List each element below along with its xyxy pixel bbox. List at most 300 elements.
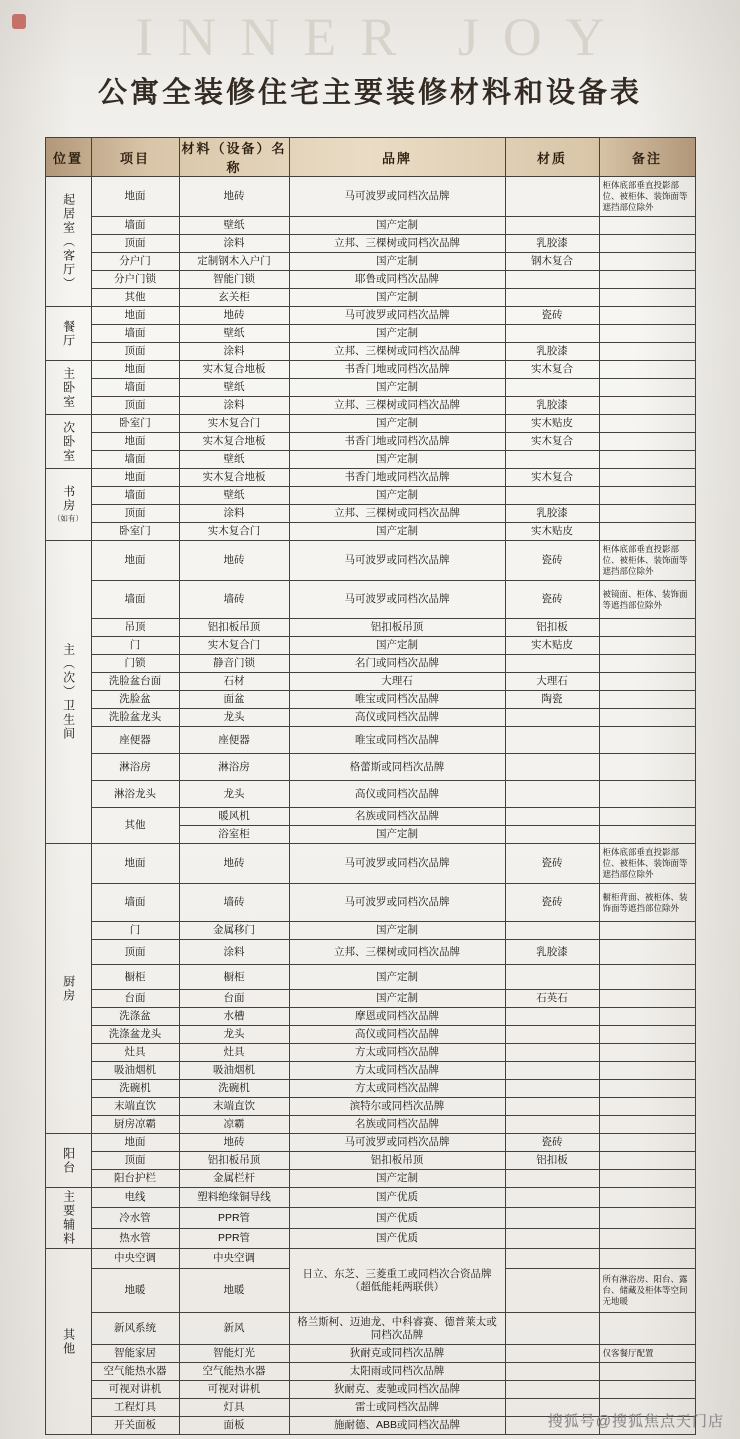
brand-cell: 雷士或同档次品牌 xyxy=(289,1399,505,1417)
material-cell: 铝扣板吊顶 xyxy=(179,1152,289,1170)
table-header-row xyxy=(45,138,695,177)
remark-cell xyxy=(599,709,695,727)
brand-cell: 国产优质 xyxy=(289,1188,505,1208)
texture-cell: 乳胶漆 xyxy=(505,235,599,253)
item-cell: 顶面 xyxy=(91,505,179,523)
material-cell: 实木复合门 xyxy=(179,415,289,433)
location-cell xyxy=(45,415,91,469)
remark-cell: 柜体底部垂直投影部位、被柜体、装饰面等遮挡部位除外 xyxy=(599,177,695,217)
remark-cell xyxy=(599,1152,695,1170)
texture-cell xyxy=(505,289,599,307)
texture-cell xyxy=(505,1381,599,1399)
table-row xyxy=(45,1080,695,1098)
item-cell: 吸油烟机 xyxy=(91,1062,179,1080)
remark-cell xyxy=(599,754,695,781)
texture-cell: 瓷砖 xyxy=(505,844,599,884)
table-row xyxy=(45,884,695,922)
texture-cell xyxy=(505,1208,599,1228)
brand-cell: 大理石 xyxy=(289,673,505,691)
brand-cell: 狄耐克或同档次品牌 xyxy=(289,1345,505,1363)
remark-cell xyxy=(599,808,695,826)
brand-cell: 高仪或同档次品牌 xyxy=(289,709,505,727)
item-cell: 地面 xyxy=(91,469,179,487)
brand-cell: 方太或同档次品牌 xyxy=(289,1062,505,1080)
item-cell: 顶面 xyxy=(91,235,179,253)
item-cell: 座便器 xyxy=(91,727,179,754)
brand-cell: 耶鲁或同档次品牌 xyxy=(289,271,505,289)
item-cell: 洗脸盆台面 xyxy=(91,673,179,691)
texture-cell: 瓷砖 xyxy=(505,884,599,922)
brand-cell: 方太或同档次品牌 xyxy=(289,1044,505,1062)
item-cell: 顶面 xyxy=(91,343,179,361)
material-cell: PPR管 xyxy=(179,1228,289,1248)
remark-cell xyxy=(599,253,695,271)
brand-cell: 名族或同档次品牌 xyxy=(289,808,505,826)
brand-cell: 铝扣板吊顶 xyxy=(289,1152,505,1170)
table-row xyxy=(45,523,695,541)
item-cell: 卧室门 xyxy=(91,523,179,541)
remark-cell xyxy=(599,1026,695,1044)
location-label: 次卧室 xyxy=(61,420,76,463)
material-cell: 中央空调 xyxy=(179,1249,289,1269)
page-title: 公寓全装修住宅主要装修材料和设备表 xyxy=(97,77,642,109)
brand-cell: 立邦、三棵树或同档次品牌 xyxy=(289,397,505,415)
item-cell: 橱柜 xyxy=(91,965,179,990)
item-cell: 智能家居 xyxy=(91,1345,179,1363)
remark-cell xyxy=(599,289,695,307)
material-cell: 龙头 xyxy=(179,1026,289,1044)
table-row xyxy=(45,637,695,655)
item-cell: 洗涤盆 xyxy=(91,1008,179,1026)
brand-cell: 马可波罗或同档次品牌 xyxy=(289,844,505,884)
brand-cell: 国产定制 xyxy=(289,379,505,397)
material-cell: 墙砖 xyxy=(179,581,289,619)
location-label: 其他 xyxy=(61,1327,76,1356)
material-cell: 暖风机 xyxy=(179,808,289,826)
remark-cell xyxy=(599,379,695,397)
table-row xyxy=(45,379,695,397)
remark-cell xyxy=(599,235,695,253)
material-cell: 墙砖 xyxy=(179,884,289,922)
material-cell: 淋浴房 xyxy=(179,754,289,781)
texture-cell xyxy=(505,325,599,343)
brand-cell: 马可波罗或同档次品牌 xyxy=(289,884,505,922)
remark-cell: 所有淋浴房、阳台、露台、储藏及柜体等空间无地暖 xyxy=(599,1269,695,1313)
texture-cell xyxy=(505,1313,599,1345)
brand-cell: 格蕾斯或同档次品牌 xyxy=(289,754,505,781)
material-cell: 洗碗机 xyxy=(179,1080,289,1098)
remark-cell xyxy=(599,1080,695,1098)
remark-cell xyxy=(599,1044,695,1062)
table-row xyxy=(45,397,695,415)
brand-cell: 铝扣板吊顶 xyxy=(289,619,505,637)
texture-cell: 铝扣板 xyxy=(505,1152,599,1170)
texture-cell: 乳胶漆 xyxy=(505,343,599,361)
table-row xyxy=(45,289,695,307)
brand-cell: 滨特尔或同档次品牌 xyxy=(289,1098,505,1116)
table-row xyxy=(45,1363,695,1381)
brand-cell: 国产定制 xyxy=(289,487,505,505)
remark-cell xyxy=(599,1098,695,1116)
brand-cell: 书香门地或同档次品牌 xyxy=(289,361,505,379)
texture-cell xyxy=(505,1345,599,1363)
table-row xyxy=(45,709,695,727)
item-cell: 可视对讲机 xyxy=(91,1381,179,1399)
item-cell: 工程灯具 xyxy=(91,1399,179,1417)
remark-cell xyxy=(599,217,695,235)
material-cell: 涂料 xyxy=(179,397,289,415)
brand-cell: 立邦、三棵树或同档次品牌 xyxy=(289,343,505,361)
item-cell: 地面 xyxy=(91,433,179,451)
location-cell xyxy=(45,541,91,844)
brand-cell: 国产定制 xyxy=(289,289,505,307)
item-cell: 冷水管 xyxy=(91,1208,179,1228)
table-row xyxy=(45,1170,695,1188)
item-cell: 地面 xyxy=(91,1134,179,1152)
material-cell: 玄关柜 xyxy=(179,289,289,307)
remark-cell xyxy=(599,655,695,673)
brand-cell: 国产定制 xyxy=(289,253,505,271)
item-cell: 墙面 xyxy=(91,581,179,619)
item-cell: 淋浴龙头 xyxy=(91,781,179,808)
item-cell: 分户门 xyxy=(91,253,179,271)
material-cell: 实木复合地板 xyxy=(179,433,289,451)
texture-cell xyxy=(505,826,599,844)
location-label: 厨房 xyxy=(61,974,76,1003)
texture-cell xyxy=(505,1062,599,1080)
table-row xyxy=(45,1044,695,1062)
item-cell: 地暖 xyxy=(91,1269,179,1313)
remark-cell xyxy=(599,1116,695,1134)
table-row xyxy=(45,581,695,619)
remark-cell xyxy=(599,727,695,754)
material-cell: 实木复合地板 xyxy=(179,361,289,379)
texture-cell xyxy=(505,1098,599,1116)
brand-cell: 国产定制 xyxy=(289,922,505,940)
texture-cell: 乳胶漆 xyxy=(505,505,599,523)
location-label: 起居室（客厅） xyxy=(61,192,76,291)
texture-cell xyxy=(505,1080,599,1098)
brand-cell: 书香门地或同档次品牌 xyxy=(289,433,505,451)
location-label: 书房 xyxy=(61,485,76,514)
brand-cell: 格兰斯柯、迈迪龙、中科睿赛、德普莱太或同档次品牌 xyxy=(289,1313,505,1345)
remark-cell xyxy=(599,691,695,709)
brand-cell: 国产定制 xyxy=(289,451,505,469)
texture-cell: 实木复合 xyxy=(505,469,599,487)
table-row xyxy=(45,325,695,343)
item-cell: 热水管 xyxy=(91,1228,179,1248)
remark-cell: 橱柜背面、被柜体、装饰面等遮挡部位除外 xyxy=(599,884,695,922)
material-cell: 金属栏杆 xyxy=(179,1170,289,1188)
table-body xyxy=(45,177,695,1435)
material-cell: 静音门锁 xyxy=(179,655,289,673)
texture-cell xyxy=(505,1026,599,1044)
remark-cell xyxy=(599,1249,695,1269)
material-cell: 末端直饮 xyxy=(179,1098,289,1116)
remark-cell: 仅客餐厅配置 xyxy=(599,1345,695,1363)
texture-cell: 实木贴皮 xyxy=(505,415,599,433)
table-row xyxy=(45,1134,695,1152)
table-row xyxy=(45,505,695,523)
table-row xyxy=(45,469,695,487)
item-cell: 末端直饮 xyxy=(91,1098,179,1116)
remark-cell xyxy=(599,343,695,361)
item-cell: 厨房凉霸 xyxy=(91,1116,179,1134)
remark-cell xyxy=(599,397,695,415)
column-header-texture: 材质 xyxy=(505,138,599,177)
material-cell: 地暖 xyxy=(179,1269,289,1313)
texture-cell xyxy=(505,379,599,397)
remark-cell xyxy=(599,1008,695,1026)
remark-cell xyxy=(599,1188,695,1208)
table-row xyxy=(45,673,695,691)
table-row xyxy=(45,1188,695,1208)
item-cell: 中央空调 xyxy=(91,1249,179,1269)
remark-cell: 柜体底部垂直投影部位、被柜体、装饰面等遮挡部位除外 xyxy=(599,844,695,884)
table-row xyxy=(45,844,695,884)
brand-cell: 施耐德、ABB或同档次品牌 xyxy=(289,1417,505,1435)
material-cell: 地砖 xyxy=(179,177,289,217)
brand-cell: 国产优质 xyxy=(289,1228,505,1248)
texture-cell xyxy=(505,1249,599,1269)
remark-cell xyxy=(599,940,695,965)
brand-cell: 名族或同档次品牌 xyxy=(289,1116,505,1134)
table-row xyxy=(45,922,695,940)
remark-cell xyxy=(599,1062,695,1080)
location-label: 主（次）卫生间 xyxy=(61,643,76,741)
item-cell: 墙面 xyxy=(91,217,179,235)
remark-cell xyxy=(599,922,695,940)
brand-cell: 国产优质 xyxy=(289,1208,505,1228)
texture-cell xyxy=(505,1269,599,1313)
texture-cell: 乳胶漆 xyxy=(505,397,599,415)
material-cell: 新风 xyxy=(179,1313,289,1345)
brand-cell: 太阳雨或同档次品牌 xyxy=(289,1363,505,1381)
location-cell xyxy=(45,844,91,1134)
table-row xyxy=(45,754,695,781)
material-cell: 铝扣板吊顶 xyxy=(179,619,289,637)
material-cell: 灶具 xyxy=(179,1044,289,1062)
texture-cell: 陶瓷 xyxy=(505,691,599,709)
material-cell: 定制钢木入户门 xyxy=(179,253,289,271)
material-cell: 台面 xyxy=(179,990,289,1008)
table-row xyxy=(45,940,695,965)
item-cell: 开关面板 xyxy=(91,1417,179,1435)
brand-cell: 高仪或同档次品牌 xyxy=(289,1026,505,1044)
material-cell: 地砖 xyxy=(179,1134,289,1152)
table-row xyxy=(45,487,695,505)
texture-cell xyxy=(505,177,599,217)
table-row xyxy=(45,1381,695,1399)
material-cell: 地砖 xyxy=(179,541,289,581)
item-cell: 门 xyxy=(91,922,179,940)
texture-cell: 瓷砖 xyxy=(505,307,599,325)
brand-cell: 摩恩或同档次品牌 xyxy=(289,1008,505,1026)
table-row xyxy=(45,619,695,637)
table-row xyxy=(45,343,695,361)
table-row xyxy=(45,415,695,433)
texture-cell xyxy=(505,487,599,505)
brand-cell: 国产定制 xyxy=(289,217,505,235)
item-cell: 墙面 xyxy=(91,379,179,397)
item-cell: 顶面 xyxy=(91,1152,179,1170)
texture-cell xyxy=(505,271,599,289)
item-cell: 顶面 xyxy=(91,397,179,415)
table-row xyxy=(45,1313,695,1345)
remark-cell xyxy=(599,1363,695,1381)
texture-cell xyxy=(505,1188,599,1208)
table-row xyxy=(45,727,695,754)
remark-cell xyxy=(599,1170,695,1188)
table-row xyxy=(45,307,695,325)
location-cell xyxy=(45,177,91,307)
brand-cell: 狄耐克、麦驰或同档次品牌 xyxy=(289,1381,505,1399)
material-cell: 石材 xyxy=(179,673,289,691)
remark-cell xyxy=(599,781,695,808)
brand-watermark: INNER JOY xyxy=(135,7,629,67)
texture-cell xyxy=(505,727,599,754)
texture-cell: 实木复合 xyxy=(505,433,599,451)
texture-cell: 瓷砖 xyxy=(505,581,599,619)
brand-cell: 立邦、三棵树或同档次品牌 xyxy=(289,505,505,523)
item-cell: 洗碗机 xyxy=(91,1080,179,1098)
material-cell: 壁纸 xyxy=(179,217,289,235)
remark-cell xyxy=(599,1313,695,1345)
table-row xyxy=(45,1098,695,1116)
remark-cell xyxy=(599,469,695,487)
table-row xyxy=(45,1228,695,1248)
remark-cell xyxy=(599,990,695,1008)
item-cell: 地面 xyxy=(91,541,179,581)
texture-cell xyxy=(505,217,599,235)
material-cell: 金属移门 xyxy=(179,922,289,940)
material-cell: 壁纸 xyxy=(179,379,289,397)
texture-cell xyxy=(505,709,599,727)
table-row xyxy=(45,541,695,581)
material-cell: 面板 xyxy=(179,1417,289,1435)
brand-cell: 书香门地或同档次品牌 xyxy=(289,469,505,487)
remark-cell xyxy=(599,361,695,379)
remark-cell xyxy=(599,1134,695,1152)
table-row xyxy=(45,1062,695,1080)
table-row xyxy=(45,217,695,235)
brand-cell: 马可波罗或同档次品牌 xyxy=(289,581,505,619)
material-cell: 浴室柜 xyxy=(179,826,289,844)
material-cell: 塑料绝缘铜导线 xyxy=(179,1188,289,1208)
texture-cell xyxy=(505,808,599,826)
texture-cell xyxy=(505,965,599,990)
item-cell: 阳台护栏 xyxy=(91,1170,179,1188)
material-cell: 龙头 xyxy=(179,781,289,808)
material-cell: 涂料 xyxy=(179,343,289,361)
item-cell: 洗脸盆 xyxy=(91,691,179,709)
texture-cell xyxy=(505,1170,599,1188)
remark-cell xyxy=(599,637,695,655)
item-cell: 分户门锁 xyxy=(91,271,179,289)
brand-cell: 国产定制 xyxy=(289,990,505,1008)
location-note: （如有） xyxy=(53,514,83,524)
table-row xyxy=(45,808,695,826)
brand-cell: 国产定制 xyxy=(289,1170,505,1188)
material-cell: 水槽 xyxy=(179,1008,289,1026)
table-row xyxy=(45,781,695,808)
texture-cell: 钢木复合 xyxy=(505,253,599,271)
material-cell: 涂料 xyxy=(179,235,289,253)
material-cell: 橱柜 xyxy=(179,965,289,990)
brand-cell: 立邦、三棵树或同档次品牌 xyxy=(289,235,505,253)
location-cell xyxy=(45,361,91,415)
material-cell: 龙头 xyxy=(179,709,289,727)
table-row xyxy=(45,1008,695,1026)
remark-cell: 被镜面、柜体、装饰面等遮挡部位除外 xyxy=(599,581,695,619)
corner-stamp-icon xyxy=(12,14,26,29)
table-row xyxy=(45,253,695,271)
table-row xyxy=(45,990,695,1008)
brand-cell: 立邦、三棵树或同档次品牌 xyxy=(289,940,505,965)
remark-cell xyxy=(599,826,695,844)
texture-cell xyxy=(505,922,599,940)
location-label: 阳台 xyxy=(61,1146,76,1175)
remark-cell xyxy=(599,271,695,289)
table-row xyxy=(45,451,695,469)
remark-cell xyxy=(599,433,695,451)
texture-cell: 实木贴皮 xyxy=(505,637,599,655)
brand-cell: 马可波罗或同档次品牌 xyxy=(289,177,505,217)
remark-cell xyxy=(599,505,695,523)
material-cell: 吸油烟机 xyxy=(179,1062,289,1080)
texture-cell xyxy=(505,451,599,469)
item-cell: 其他 xyxy=(91,808,179,844)
table-row xyxy=(45,1116,695,1134)
brand-cell: 国产定制 xyxy=(289,637,505,655)
brand-cell: 国产定制 xyxy=(289,523,505,541)
brand-cell: 马可波罗或同档次品牌 xyxy=(289,541,505,581)
remark-cell xyxy=(599,1381,695,1399)
footer-watermark: 搜狐号@搜狐焦点天门店 xyxy=(547,1413,724,1430)
material-cell: 实木复合门 xyxy=(179,637,289,655)
item-cell: 墙面 xyxy=(91,487,179,505)
brand-cell: 唯宝或同档次品牌 xyxy=(289,691,505,709)
remark-cell xyxy=(599,451,695,469)
texture-cell xyxy=(505,781,599,808)
item-cell: 地面 xyxy=(91,361,179,379)
remark-cell: 柜体底部垂直投影部位、被柜体、装饰面等遮挡部位除外 xyxy=(599,541,695,581)
location-cell xyxy=(45,1134,91,1188)
remark-cell xyxy=(599,415,695,433)
material-cell: 座便器 xyxy=(179,727,289,754)
item-cell: 地面 xyxy=(91,307,179,325)
column-header-item: 项目 xyxy=(91,138,179,177)
material-cell: 涂料 xyxy=(179,505,289,523)
column-header-material-name: 材料（设备）名称 xyxy=(179,138,289,177)
material-cell: 面盆 xyxy=(179,691,289,709)
item-cell: 门 xyxy=(91,637,179,655)
brand-cell: 国产定制 xyxy=(289,325,505,343)
location-label: 主卧室 xyxy=(61,366,76,409)
item-cell: 洗涤盆龙头 xyxy=(91,1026,179,1044)
material-cell: 空气能热水器 xyxy=(179,1363,289,1381)
remark-cell xyxy=(599,487,695,505)
table-row xyxy=(45,1249,695,1269)
item-cell: 空气能热水器 xyxy=(91,1363,179,1381)
table-row xyxy=(45,655,695,673)
table-row xyxy=(45,361,695,379)
table-row xyxy=(45,433,695,451)
texture-cell: 瓷砖 xyxy=(505,541,599,581)
materials-table xyxy=(45,137,696,1435)
column-header-location: 位置 xyxy=(45,138,91,177)
material-cell: 可视对讲机 xyxy=(179,1381,289,1399)
